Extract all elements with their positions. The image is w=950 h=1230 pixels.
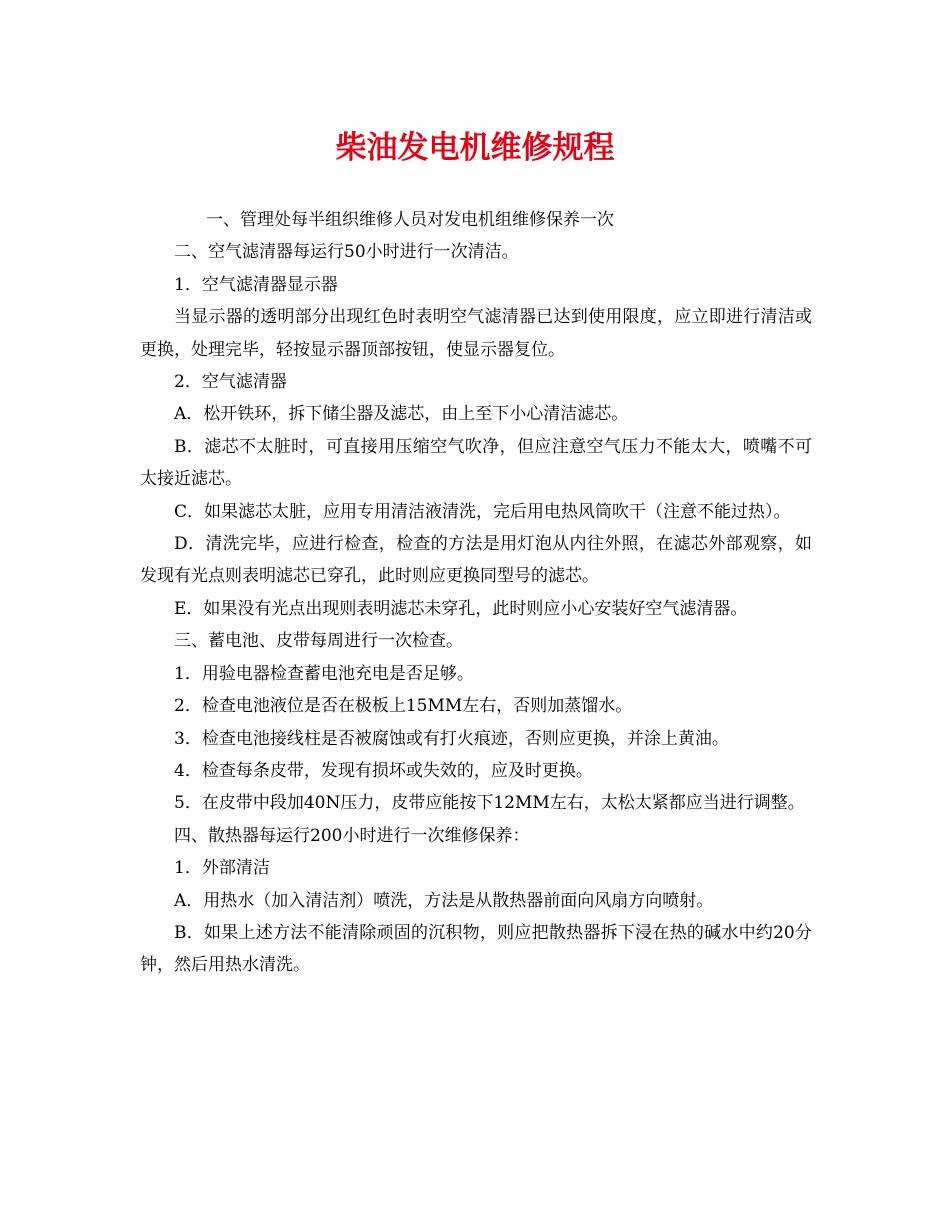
paragraph: A．松开铁环，拆下储尘器及滤芯，由上至下小心清洁滤芯。 <box>174 404 629 425</box>
document-title: 柴油发电机维修规程 <box>335 130 615 166</box>
paragraph: 5．在皮带中段加40N压力，皮带应能按下12MM左右，太松太紧都应当进行调整。 <box>174 793 805 814</box>
paragraph: 一、管理处每半组织维修人员对发电机组维修保养一次 <box>206 210 614 230</box>
paragraph: D．清洗完毕，应进行检查，检查的方法是用灯泡从内往外照，在滤芯外部观察，如发现有光点则表明滤芯已穿孔，此时则应更换同型号的滤芯。 <box>140 534 812 587</box>
paragraph: A．用热水（加入清洁剂）喷洗，方法是从散热器前面向风扇方向喷射。 <box>174 890 714 911</box>
paragraph: 四、散热器每运行200小时进行一次维修保养： <box>174 825 530 846</box>
paragraph: 1．外部清洁 <box>174 858 270 879</box>
paragraph: 2．空气滤清器 <box>174 372 287 393</box>
paragraph: 二、空气滤清器每运行50小时进行一次清洁。 <box>174 242 519 263</box>
paragraph: C．如果滤芯太脏，应用专用清洁液清洗，完后用电热风筒吹干（注意不能过热）。 <box>174 501 791 522</box>
paragraph: 三、蓄电池、皮带每周进行一次检查。 <box>174 631 463 652</box>
paragraph: 1．空气滤清器显示器 <box>174 274 338 295</box>
paragraph: 3．检查电池接线柱是否被腐蚀或有打火痕迹，否则应更换，并涂上黄油。 <box>174 728 729 749</box>
document-body <box>140 204 812 982</box>
paragraph: 1．用验电器检查蓄电池充电是否足够。 <box>174 663 474 684</box>
paragraph: B．如果上述方法不能清除顽固的沉积物，则应把散热器拆下浸在热的碱水中约20分钟，然后用热水清洗。 <box>140 922 812 976</box>
paragraph: E．如果没有光点出现则表明滤芯未穿孔，此时则应小心安装好空气滤清器。 <box>174 598 748 619</box>
paragraph: 4．检查每条皮带，发现有损坏或失效的，应及时更换。 <box>174 760 593 781</box>
paragraph: 当显示器的透明部分出现红色时表明空气滤清器已达到使用限度，应立即进行清洁或更换，处理完毕，轻按显示器顶部按钮，使显示器复位。 <box>140 307 812 360</box>
paragraph: B．滤芯不太脏时，可直接用压缩空气吹净，但应注意空气压力不能太大，喷嘴不可太接近滤芯。 <box>140 436 812 490</box>
paragraph: 2．检查电池液位是否在极板上15MM左右，否则加蒸馏水。 <box>174 696 633 717</box>
